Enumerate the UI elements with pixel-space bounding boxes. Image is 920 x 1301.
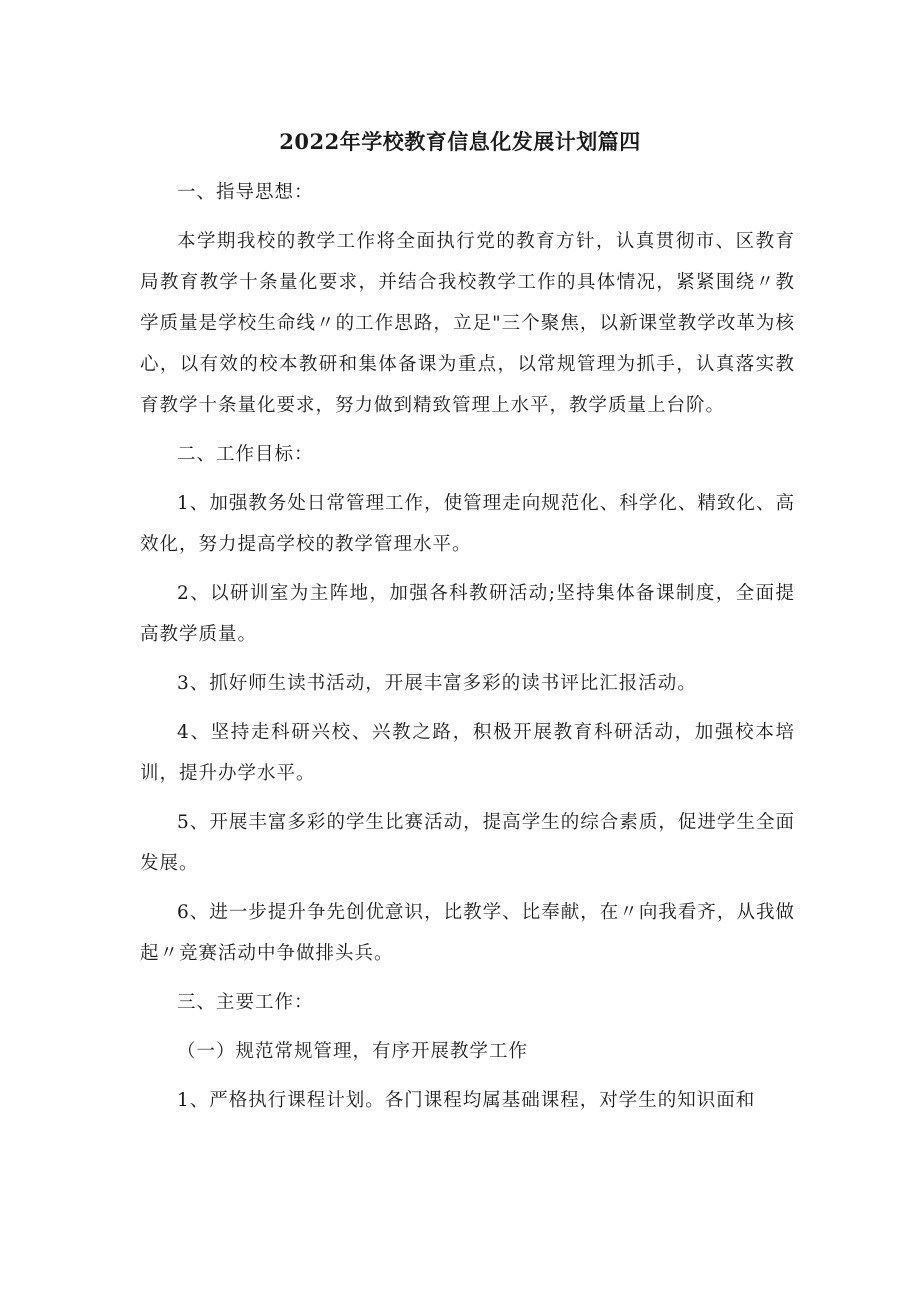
paragraph-guiding-ideology: 本学期我校的教学工作将全面执行党的教育方针，认真贯彻市、区教育局教育教学十条量化要求，并结合我校教学工作的具体情况，紧紧围绕〃教学质量是学校生命线〃的工作思路，立足"三个聚焦，以新课堂教学改革为核心，以有效的校本教研和集体备课为重点，以常规管理为抓手，认真落实教育教学十条量化要求，努力做到精致管理上水平，教学质量上台阶。 xyxy=(140,231,795,416)
document-body xyxy=(140,172,795,1129)
section-heading-guiding-ideology: 一、指导思想： xyxy=(177,182,314,203)
section-heading-work-goals: 二、工作目标： xyxy=(177,444,314,465)
goal-item-1: 1、加强教务处日常管理工作，使管理走向规范化、科学化、精致化、高效化，努力提高学校的教学管理水平。 xyxy=(140,493,795,555)
subsection-heading-regulate-management: （一）规范常规管理，有序开展教学工作 xyxy=(177,1041,529,1062)
goal-item-3: 3、抓好师生读书活动，开展丰富多彩的读书评比汇报活动。 xyxy=(177,673,697,694)
goal-item-6: 6、进一步提升争先创优意识，比教学、比奉献，在〃向我看齐，从我做起〃竞赛活动中争做排头兵。 xyxy=(140,902,795,964)
goal-item-2: 2、以研训室为主阵地，加强各科教研活动;坚持集体备课制度，全面提高教学质量。 xyxy=(140,583,795,645)
work-item-1: 1、严格执行课程计划。各门课程均属基础课程，对学生的知识面和 xyxy=(177,1090,756,1111)
document-title: 2022年学校教育信息化发展计划篇四 xyxy=(279,129,641,154)
goal-item-5: 5、开展丰富多彩的学生比赛活动，提高学生的综合素质，促进学生全面发展。 xyxy=(140,812,795,874)
section-heading-main-work: 三、主要工作： xyxy=(177,992,314,1013)
goal-item-4: 4、坚持走科研兴校、兴教之路，积极开展教育科研活动，加强校本培训，提升办学水平。 xyxy=(140,722,795,784)
